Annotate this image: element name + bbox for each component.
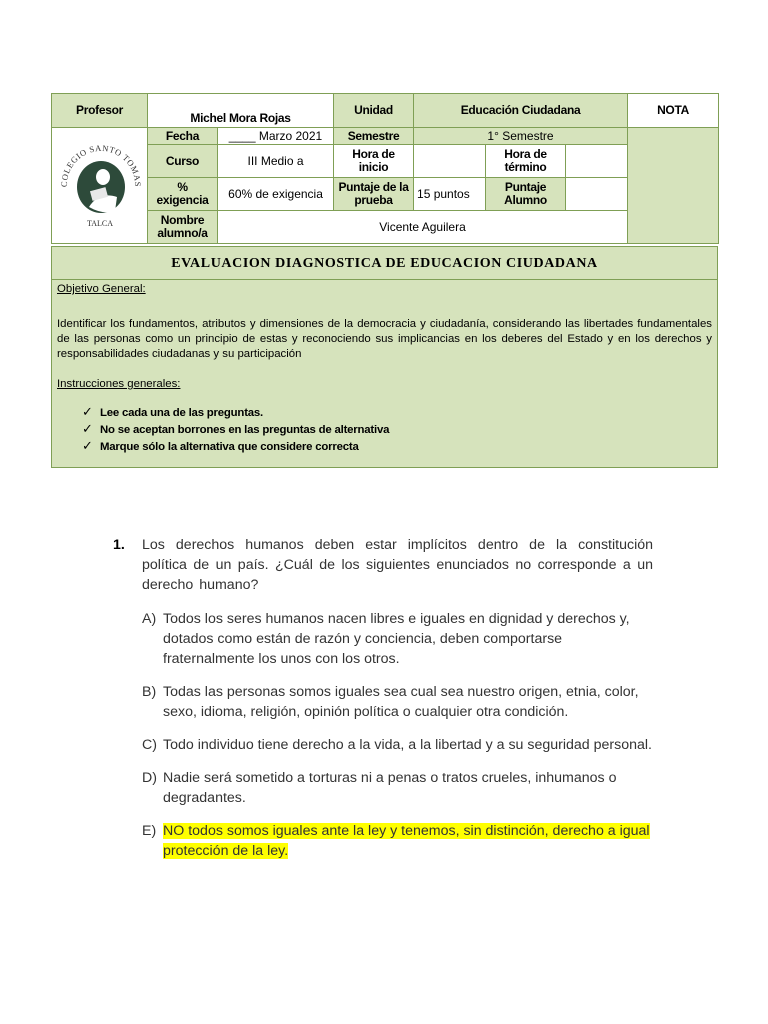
- school-seal-icon: [53, 133, 147, 235]
- puntaje-prueba-label: Puntaje de la prueba: [334, 178, 414, 211]
- profesor-value: Michel Mora Rojas: [148, 94, 334, 128]
- question-text: Los derechos humanos deben estar implícitos dentro de la constitución política de un país. ¿Cuál de los siguientes enunciados no corresponde a un derecho humano?: [142, 537, 653, 593]
- instrucciones-list: [57, 404, 712, 455]
- list-item: ✓ Marque sólo la alternativa que considere correcta: [82, 438, 359, 453]
- question-number: 1.: [113, 537, 125, 553]
- logo-bottom-text: TALCA: [86, 219, 113, 228]
- exigencia-label: % exigencia: [148, 178, 218, 211]
- nota-label: NOTA: [628, 94, 719, 128]
- fecha-label: Fecha: [148, 128, 218, 145]
- list-item: ✓ No se aceptan borrones en las preguntas de alternativa: [82, 421, 390, 436]
- nombre-label: Nombre alumno/a: [148, 211, 218, 244]
- options-list: [142, 609, 653, 861]
- logo-top-text: COLEGIO SANTO TOMAS: [58, 142, 143, 188]
- option-a[interactable]: A) Todos los seres humanos nacen libres e iguales en dignidad y derechos y, dotados como están de razón y conciencia, deben comportarse fraternalmente los unos con los otros.: [142, 611, 630, 667]
- evaluation-title: EVALUACION DIAGNOSTICA DE EDUCACION CIUDADANA: [52, 247, 717, 280]
- checkmark-icon: ✓: [82, 421, 93, 436]
- highlighted-answer: NO todos somos iguales ante la ley y tenemos, sin distinción, derecho a igual protección de la ley.: [163, 823, 650, 859]
- option-d[interactable]: D) Nadie será sometido a torturas ni a penas o tratos crueles, inhumanos o degradantes.: [142, 770, 617, 806]
- curso-value: III Medio a: [218, 145, 334, 178]
- school-logo: [52, 128, 148, 244]
- instrucciones-label: Instrucciones generales:: [57, 378, 181, 390]
- checkmark-icon: ✓: [82, 404, 93, 419]
- list-item: ✓ Lee cada una de las preguntas.: [82, 404, 264, 419]
- hora-termino-value[interactable]: [566, 145, 628, 178]
- puntaje-prueba-value: 15 puntos: [414, 178, 486, 211]
- exigencia-value: 60% de exigencia: [218, 178, 334, 211]
- option-c[interactable]: C) Todo individuo tiene derecho a la vida, a la libertad y a su seguridad personal.: [142, 737, 652, 753]
- option-b[interactable]: B) Todas las personas somos iguales sea cual sea nuestro origen, etnia, color, sexo, idioma, religión, opinión política o cualquier otra condición.: [142, 684, 639, 720]
- option-e[interactable]: E) NO todos somos iguales ante la ley y tenemos, sin distinción, derecho a igual protección de la ley.: [142, 823, 650, 859]
- puntaje-alumno-value[interactable]: [566, 178, 628, 211]
- fecha-value: ____ Marzo 2021: [218, 128, 334, 145]
- hora-inicio-label: Hora de inicio: [334, 145, 414, 178]
- semestre-value: 1° Semestre: [414, 128, 628, 145]
- objetivo-label: Objetivo General:: [57, 283, 146, 295]
- evaluation-box: [51, 246, 718, 468]
- puntaje-alumno-label: Puntaje Alumno: [486, 178, 566, 211]
- objetivo-text: Identificar los fundamentos, atributos y dimensiones de la democracia y ciudadanía, considerando las libertades fundamentales de las personas como un principio de estas y reconociendo sus implicancias en los deberes del Estado y en los derechos y responsabilidades ciudadanas y su participación: [57, 318, 712, 360]
- header-table: [51, 93, 719, 244]
- unidad-value: Educación Ciudadana: [414, 94, 628, 128]
- profesor-label: Profesor: [52, 94, 148, 128]
- nombre-value: Vicente Aguilera: [218, 211, 628, 244]
- hora-termino-label: Hora de término: [486, 145, 566, 178]
- curso-label: Curso: [148, 145, 218, 178]
- unidad-label: Unidad: [334, 94, 414, 128]
- hora-inicio-value[interactable]: [414, 145, 486, 178]
- semestre-label: Semestre: [334, 128, 414, 145]
- question-1: [113, 535, 653, 874]
- nota-box[interactable]: [628, 128, 719, 244]
- checkmark-icon: ✓: [82, 438, 93, 453]
